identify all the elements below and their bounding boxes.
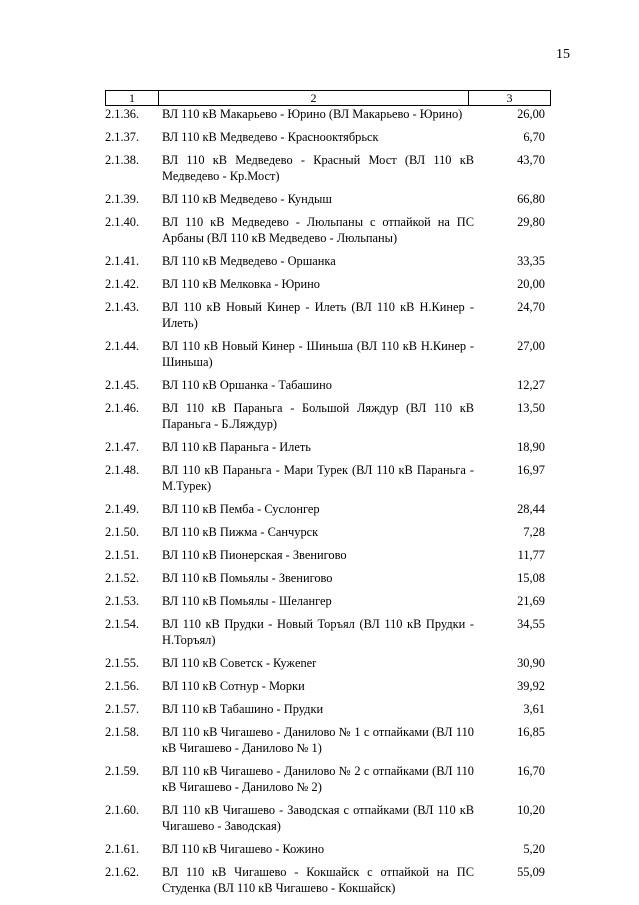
line-length: 6,70	[523, 130, 545, 144]
power-lines-table	[105, 90, 551, 903]
line-name: ВЛ 110 кВ Чигашево - Кожино	[162, 842, 325, 856]
row-number: 2.1.45.	[105, 378, 140, 392]
line-name: ВЛ 110 кВ Параньга - Илеть	[162, 440, 311, 454]
line-length: 29,80	[517, 215, 545, 229]
row-number: 2.1.60.	[105, 803, 140, 817]
row-number: 2.1.49.	[105, 502, 140, 516]
row-number: 2.1.55.	[105, 656, 140, 670]
table-row	[105, 701, 551, 717]
line-length: 11,77	[517, 548, 545, 562]
row-number: 2.1.61.	[105, 842, 140, 856]
column-header-3: 3	[506, 91, 513, 105]
line-length: 27,00	[517, 339, 545, 353]
column-header-1: 1	[106, 91, 159, 105]
line-length: 43,70	[517, 153, 545, 167]
row-number: 2.1.43.	[105, 300, 140, 314]
table-row	[105, 802, 551, 834]
row-number: 2.1.38.	[105, 153, 140, 167]
line-length: 7,28	[523, 525, 545, 539]
table-row	[105, 616, 551, 648]
line-name: ВЛ 110 кВ Чигашево - Заводская с отпайками (ВЛ 110 кВ Чигашево - Заводская)	[162, 803, 474, 833]
page-number: 15	[556, 47, 570, 62]
row-number: 2.1.62.	[105, 865, 140, 879]
line-length: 55,09	[517, 865, 545, 879]
line-length: 15,08	[517, 571, 545, 585]
line-name: ВЛ 110 кВ Параньга - Большой Ляждур (ВЛ 110 кВ Параньга - Б.Ляждур)	[162, 401, 474, 431]
table-row	[105, 524, 551, 540]
line-name: ВЛ 110 кВ Помьялы - Шелангер	[162, 594, 332, 608]
line-name: ВЛ 110 кВ Советск - Кужener	[162, 656, 317, 670]
line-name: ВЛ 110 кВ Новый Кинер - Шиньша (ВЛ 110 кВ Н.Кинер - Шиньша)	[162, 339, 474, 369]
line-length: 10,20	[517, 803, 545, 817]
row-number: 2.1.47.	[105, 440, 140, 454]
table-row	[105, 299, 551, 331]
row-number: 2.1.41.	[105, 254, 140, 268]
line-length: 21,69	[517, 594, 545, 608]
table-row	[105, 763, 551, 795]
row-number: 2.1.58.	[105, 725, 140, 739]
line-name: ВЛ 110 кВ Медведево - Красный Мост (ВЛ 110 кВ Медведево - Кр.Мост)	[162, 153, 474, 183]
line-length: 33,35	[517, 254, 545, 268]
line-name: ВЛ 110 кВ Прудки - Новый Торъял (ВЛ 110 кВ Прудки - Н.Торъял)	[162, 617, 474, 647]
line-length: 18,90	[517, 440, 545, 454]
line-name: ВЛ 110 кВ Оршанка - Табашино	[162, 378, 332, 392]
table-row	[105, 191, 551, 207]
line-name: ВЛ 110 кВ Чигашево - Данилово № 1 с отпайками (ВЛ 110 кВ Чигашево - Данилово № 1)	[162, 725, 474, 755]
line-length: 20,00	[517, 277, 545, 291]
table-row	[105, 214, 551, 246]
line-length: 39,92	[517, 679, 545, 693]
row-number: 2.1.57.	[105, 702, 140, 716]
line-length: 16,70	[517, 764, 545, 778]
table-body	[105, 106, 551, 896]
line-name: ВЛ 110 кВ Чигашево - Кокшайск с отпайкой на ПС Студенка (ВЛ 110 кВ Чигашево - Кокшайск)	[162, 865, 474, 895]
row-number: 2.1.46.	[105, 401, 140, 415]
table-row	[105, 152, 551, 184]
table-row	[105, 593, 551, 609]
table-row	[105, 655, 551, 671]
row-number: 2.1.59.	[105, 764, 140, 778]
row-number: 2.1.56.	[105, 679, 140, 693]
line-length: 5,20	[523, 842, 545, 856]
table-row	[105, 400, 551, 432]
table-row	[105, 678, 551, 694]
table-row	[105, 377, 551, 393]
line-length: 30,90	[517, 656, 545, 670]
line-name: ВЛ 110 кВ Медведево - Люльпаны с отпайкой на ПС Арбаны (ВЛ 110 кВ Медведево - Люльпаны)	[162, 215, 474, 245]
row-number: 2.1.48.	[105, 463, 140, 477]
table-row	[105, 547, 551, 563]
line-name: ВЛ 110 кВ Медведево - Краснооктябрьск	[162, 130, 379, 144]
line-length: 16,85	[517, 725, 545, 739]
line-length: 26,00	[517, 107, 545, 121]
line-name: ВЛ 110 кВ Новый Кинер - Илеть (ВЛ 110 кВ Н.Кинер - Илеть)	[162, 300, 474, 330]
table-header-row	[105, 90, 551, 106]
line-name: ВЛ 110 кВ Параньга - Мари Турек (ВЛ 110 кВ Параньга - М.Турек)	[162, 463, 474, 493]
row-number: 2.1.50.	[105, 525, 140, 539]
line-name: ВЛ 110 кВ Пижма - Санчурск	[162, 525, 319, 539]
line-name: ВЛ 110 кВ Медведево - Оршанка	[162, 254, 336, 268]
line-length: 3,61	[523, 702, 545, 716]
table-row	[105, 841, 551, 857]
line-name: ВЛ 110 кВ Медведево - Кундыш	[162, 192, 332, 206]
row-number: 2.1.44.	[105, 339, 140, 353]
line-name: ВЛ 110 кВ Чигашево - Данилово № 2 с отпайками (ВЛ 110 кВ Чигашево - Данилово № 2)	[162, 764, 474, 794]
line-length: 16,97	[517, 463, 545, 477]
table-row	[105, 439, 551, 455]
row-number: 2.1.52.	[105, 571, 140, 585]
line-length: 24,70	[517, 300, 545, 314]
table-row	[105, 276, 551, 292]
table-row	[105, 864, 551, 896]
row-number: 2.1.53.	[105, 594, 140, 608]
column-header-2: 2	[159, 91, 469, 105]
row-number: 2.1.40.	[105, 215, 140, 229]
row-number: 2.1.36.	[105, 107, 140, 121]
table-row	[105, 724, 551, 756]
line-name: ВЛ 110 кВ Макарьево - Юрино (ВЛ Макарьево - Юрино)	[162, 107, 463, 121]
row-number: 2.1.51.	[105, 548, 140, 562]
line-name: ВЛ 110 кВ Пионерская - Звенигово	[162, 548, 347, 562]
table-row	[105, 570, 551, 586]
table-row	[105, 338, 551, 370]
table-row	[105, 129, 551, 145]
line-length: 28,44	[517, 502, 545, 516]
line-length: 66,80	[517, 192, 545, 206]
line-length: 13,50	[517, 401, 545, 415]
line-name: ВЛ 110 кВ Сотнур - Морки	[162, 679, 305, 693]
line-length: 34,55	[517, 617, 545, 631]
table-row	[105, 106, 551, 122]
line-name: ВЛ 110 кВ Мелковка - Юрино	[162, 277, 320, 291]
row-number: 2.1.42.	[105, 277, 140, 291]
line-length: 12,27	[517, 378, 545, 392]
table-row	[105, 462, 551, 494]
row-number: 2.1.54.	[105, 617, 140, 631]
line-name: ВЛ 110 кВ Пемба - Суслонгер	[162, 502, 320, 516]
row-number: 2.1.39.	[105, 192, 140, 206]
table-row	[105, 501, 551, 517]
line-name: ВЛ 110 кВ Помьялы - Звенигово	[162, 571, 333, 585]
row-number: 2.1.37.	[105, 130, 140, 144]
table-row	[105, 253, 551, 269]
line-name: ВЛ 110 кВ Табашино - Прудки	[162, 702, 324, 716]
